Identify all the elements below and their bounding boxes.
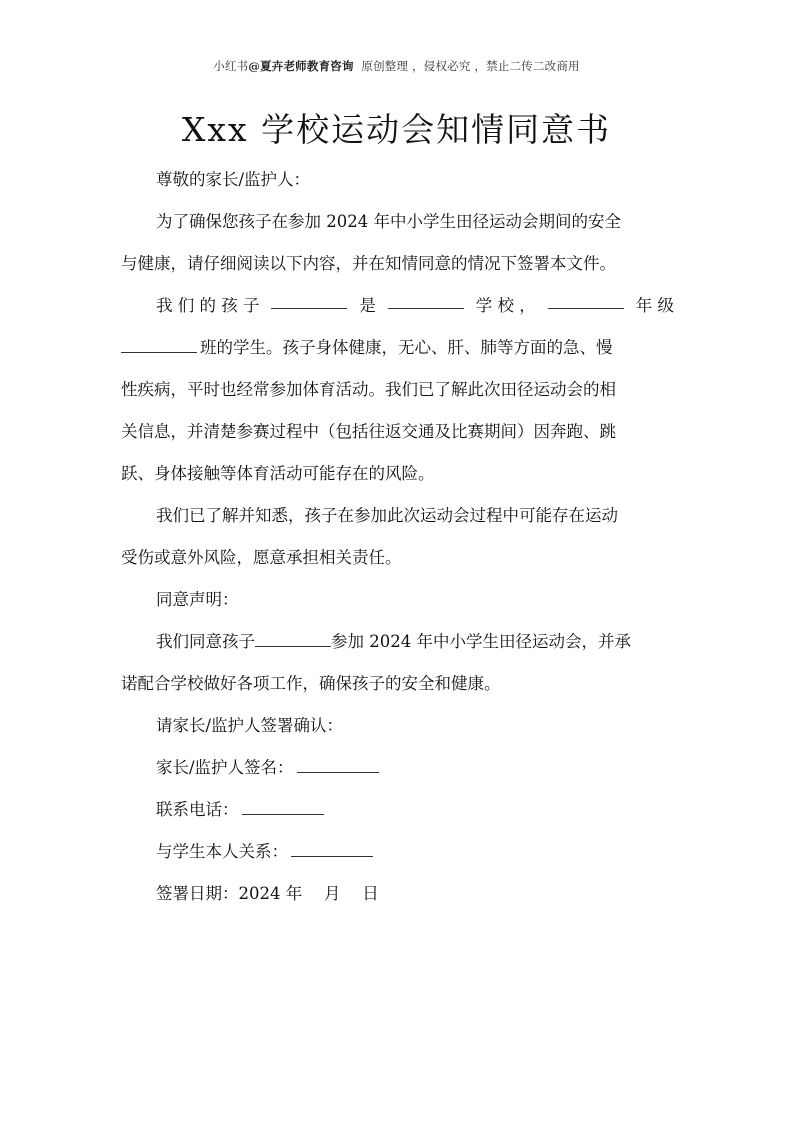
document-title: Xxx 学校运动会知情同意书 (181, 110, 612, 149)
consent-line-2: 诺配合学校做好各项工作，确保孩子的安全和健康。 (121, 674, 501, 693)
school-name-blank[interactable] (388, 292, 464, 309)
school-label: 学 校 ， (475, 296, 536, 315)
paragraph-2-line-1 (121, 292, 674, 334)
phone-blank[interactable] (242, 798, 324, 815)
paragraph-3-line-1: 我们已了解并知悉，孩子在参加此次运动会过程中可能存在运动 (156, 506, 618, 525)
consent-heading: 同意声明： (156, 590, 239, 609)
paragraph-2-line-4: 关信息，并清楚参赛过程中（包括往返交通及比赛期间）因奔跑、跳 (121, 422, 616, 441)
relation-label: 与学生本人关系： (156, 842, 288, 861)
grade-label: 年 级 (635, 296, 674, 315)
grade-blank[interactable] (548, 292, 624, 309)
paragraph-3-line-2: 受伤或意外风险，愿意承担相关责任。 (121, 548, 402, 567)
consent-child-name-blank[interactable] (255, 630, 331, 647)
salutation: 尊敬的家长/监护人： (156, 170, 311, 189)
phone-field (121, 796, 674, 838)
signature-blank[interactable] (297, 756, 379, 773)
watermark (0, 58, 793, 74)
phone-label: 联系电话： (156, 800, 239, 819)
paragraph-1-line-2: 与健康，请仔细阅读以下内容，并在知情同意的情况下签署本文件。 (121, 254, 616, 273)
is-label: 是 (359, 296, 376, 315)
class-blank[interactable] (121, 336, 197, 353)
paragraph-2-line-2 (121, 334, 674, 376)
paragraph-2-line-5: 跃、身体接触等体育活动可能存在的风险。 (121, 464, 435, 483)
signature-heading: 请家长/监护人签署确认： (156, 716, 344, 735)
date-field: 签署日期：2024 年 月 日 (156, 884, 379, 903)
document-body (121, 166, 674, 922)
paragraph-2-line-3: 性疾病，平时也经常参加体育活动。我们已了解此次田径运动会的相 (121, 380, 616, 399)
watermark-notice: 原创整理 ，侵权必究 ，禁止二传二改商用 (361, 59, 580, 73)
signature-label: 家长/监护人签名： (156, 758, 294, 777)
watermark-handle: @夏卉老师教育咨询 (248, 59, 354, 73)
watermark-prefix: 小红书 (213, 59, 249, 73)
consent-pre: 我们同意孩子 (156, 632, 255, 651)
paragraph-2-line-2-text: 班的学生。孩子身体健康，无心、肝、肺等方面的急、慢 (200, 338, 613, 357)
signature-field (121, 754, 674, 796)
consent-post: 参加 2024 年中小学生田径运动会，并承 (331, 632, 631, 651)
relation-blank[interactable] (291, 840, 373, 857)
child-name-blank[interactable] (271, 292, 347, 309)
paragraph-1-line-1: 为了确保您孩子在参加 2024 年中小学生田径运动会期间的安全 (156, 212, 621, 231)
relation-field (121, 838, 674, 880)
consent-line-1 (121, 628, 674, 670)
child-label: 我 们 的 孩 子 (156, 296, 260, 315)
